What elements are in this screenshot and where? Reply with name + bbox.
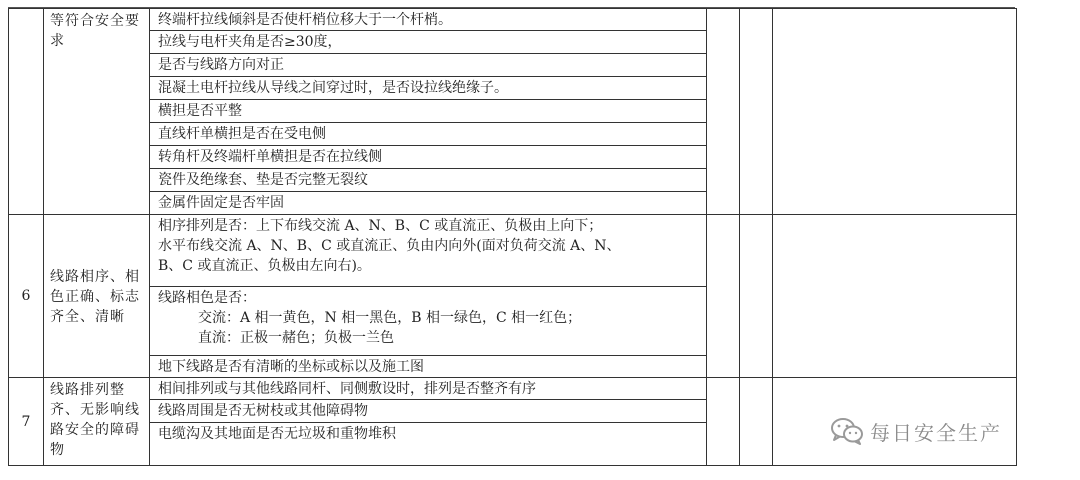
- category-cell: 线路相序、相色正确、标志齐全、清晰: [44, 215, 150, 378]
- item-line: 线路相色是否：: [158, 290, 256, 306]
- check-item: 电缆沟及其地面是否无垃圾和重物堆积: [150, 423, 707, 466]
- watermark-text: 每日安全生产: [870, 420, 1002, 445]
- remarks-cell[interactable]: [773, 9, 1017, 215]
- category-cell: 线路排列整齐、无影响线路安全的障碍物: [44, 378, 150, 466]
- remarks-cell[interactable]: [773, 215, 1017, 378]
- check-item: 混凝土电杆拉线从导线之间穿过时，是否设拉线绝缘子。: [150, 77, 707, 100]
- check-item-phase-sequence: [150, 215, 707, 287]
- check-item: 瓷件及绝缘套、垫是否完整无裂纹: [150, 169, 707, 192]
- check-cell-yes[interactable]: [707, 378, 740, 466]
- check-cell-no[interactable]: [740, 9, 773, 215]
- table-row: [9, 9, 1017, 31]
- check-item: 相间排列或与其他线路同杆、同侧敷设时，排列是否整齐有序: [150, 378, 707, 400]
- check-cell-no[interactable]: [740, 215, 773, 378]
- inspection-checklist-table: [8, 8, 1017, 466]
- item-line: 相序排列是否：上下布线交流 A、N、B、C 或直流正、负极由上向下；: [158, 218, 603, 234]
- check-item: 横担是否平整: [150, 100, 707, 123]
- check-item: 直线杆单横担是否在受电侧: [150, 123, 707, 146]
- check-item: 金属件固定是否牢固: [150, 192, 707, 215]
- check-item: 是否与线路方向对正: [150, 54, 707, 77]
- row-number: 6: [9, 215, 44, 378]
- check-cell-yes[interactable]: [707, 215, 740, 378]
- check-cell-no[interactable]: [740, 378, 773, 466]
- category-cell: 等符合安全要求: [44, 9, 150, 215]
- watermark: [830, 416, 1002, 446]
- item-line: 直流：正极一赭色；负极一兰色: [198, 330, 394, 346]
- check-item: 拉线与电杆夹角是否≥30度，: [150, 31, 707, 54]
- check-item: 终端杆拉线倾斜是否使杆梢位移大于一个杆梢。: [150, 9, 707, 31]
- check-item: 地下线路是否有清晰的坐标或标以及施工图: [150, 356, 707, 378]
- check-cell-yes[interactable]: [707, 9, 740, 215]
- check-item-phase-color: [150, 287, 707, 356]
- table-row: [9, 215, 1017, 287]
- table-row: [9, 378, 1017, 400]
- wechat-icon: [830, 417, 864, 445]
- item-line: 交流：A 相一黄色，N 相一黑色，B 相一绿色，C 相一红色；: [198, 310, 582, 326]
- row-number: 7: [9, 378, 44, 466]
- check-item: 转角杆及终端杆单横担是否在拉线侧: [150, 146, 707, 169]
- row-number: [9, 9, 44, 215]
- item-line: 水平布线交流 A、N、B、C 或直流正、负由内向外(面对负荷交流 A、N、: [158, 238, 621, 254]
- check-item: 线路周围是否无树枝或其他障碍物: [150, 400, 707, 423]
- item-line: B、C 或直流正、负极由左向右)。: [158, 258, 371, 274]
